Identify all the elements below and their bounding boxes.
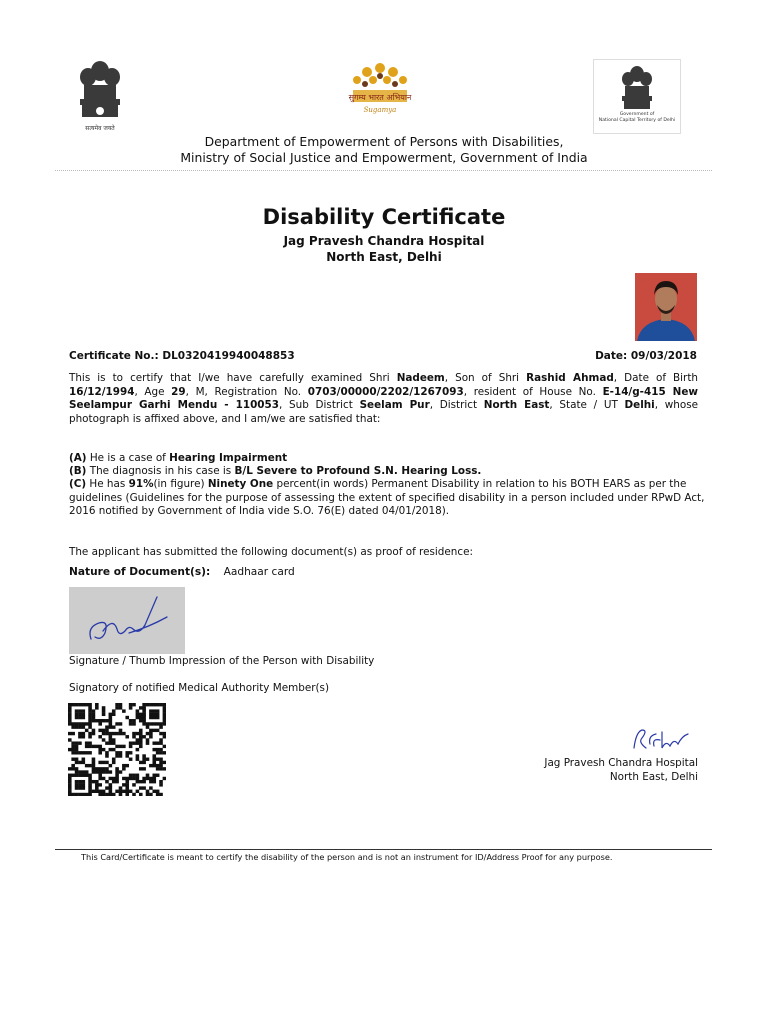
applicant-photo [635,273,697,341]
footer-divider [55,849,712,850]
signature-caption: Signature / Thumb Impression of the Person with Disability [69,655,375,667]
certificate-date [595,350,697,362]
authority-block [544,756,698,784]
cert-no-value: DL0320419940048853 [162,350,295,362]
dept-line2: Ministry of Social Justice and Empowerment, Government of India [180,150,588,165]
date-label: Date: [595,350,628,362]
accessible-india-logo [345,58,415,120]
right-emblem-line2: National Capital Territory of Delhi [598,117,676,123]
dept-line1: Department of Empowerment of Persons with Disabilities, [204,134,564,149]
right-emblem-line1: Government of [619,112,655,117]
center-logo-name: सुगम्य भारत अभियान [348,93,412,102]
hospital-name: Jag Pravesh Chandra Hospital [283,234,485,248]
diagnosis: B/L Severe to Profound S.N. Hearing Loss. [234,465,482,478]
footer-disclaimer: This Card/Certificate is meant to certify the disability of the person and is not an instrument for ID/Address Proof for any purpose. [81,852,613,862]
house-address: E-14/g-415 New Seelampur Garhi Mendu - 110053 [69,385,698,411]
date-value: 09/03/2018 [630,350,697,362]
dotted-divider [55,170,712,171]
disability-percent-words: Ninety One [207,478,274,491]
hospital-header [0,233,768,265]
district: North East [483,399,550,411]
point-b: (B) The diagnosis in his case is B/L Severe to Profound S.N. Hearing Loss. [69,465,482,478]
point-a: (A) He is a case of Hearing Impairment [69,452,288,464]
state: Delhi [624,399,655,411]
disability-points [69,452,709,518]
svg-text:Sugamya: Sugamya [363,106,397,114]
nature-value: Aadhaar card [223,566,295,578]
person-name: Nadeem [396,372,445,384]
emblem-motto: सत्यमेव जयते [85,125,115,132]
authority-line1: Jag Pravesh Chandra Hospital [544,757,698,769]
age: 29 [171,385,186,398]
signatory-caption: Signatory of notified Medical Authority Member(s) [69,682,330,694]
certification-paragraph: This is to certify that I/we have carefully examined Shri Nadeem, Son of Shri Rashid Ahmad, Date of Birth 16/12/1994, Age 29, M, Registration No. 0703/00000/2202/1267093, resident of House No. E-14/g-415 New Seelampur Garhi Mendu - 110053, Sub District Seelam Pur, District North East, State / UT Delhi, whose photograph is affixed above, and I am/we are satisfied that: [69,372,699,425]
father-name: Rashid Ahmad [526,372,614,384]
hospital-location: North East, Delhi [326,250,442,264]
disability-percent: 91% [128,478,154,491]
disability-type: Hearing Impairment [169,452,288,464]
authority-line2: North East, Delhi [609,771,698,783]
nature-label: Nature of Document(s): [69,566,211,578]
applicant-line: The applicant has submitted the following document(s) as proof of residence: [69,546,473,558]
department-header [0,134,768,166]
cert-no-label: Certificate No.: [69,350,159,362]
certificate-number [69,350,295,362]
point-c: (C) He has 91%(in figure) Ninety One percent(in words) Permanent Disability in relation to his BOTH EARS as per the guidelines (Guidelines for the purpose of assessing the extent of specified disability in a person included under RPwD Act, 2016 notified by Government of India vide S.O. 76(E) dated 04/01/2018). [69,478,705,517]
delhi-govt-emblem [593,59,681,134]
certificate-title: Disability Certificate [262,205,506,229]
sub-district: Seelam Pur [359,399,430,411]
nature-of-documents [69,566,295,578]
authority-signature [628,724,692,754]
registration-number: 0703/00000/2202/1267093 [307,385,464,398]
applicant-signature [69,587,185,654]
date-of-birth: 16/12/1994 [69,385,135,398]
qr-code [68,703,166,796]
